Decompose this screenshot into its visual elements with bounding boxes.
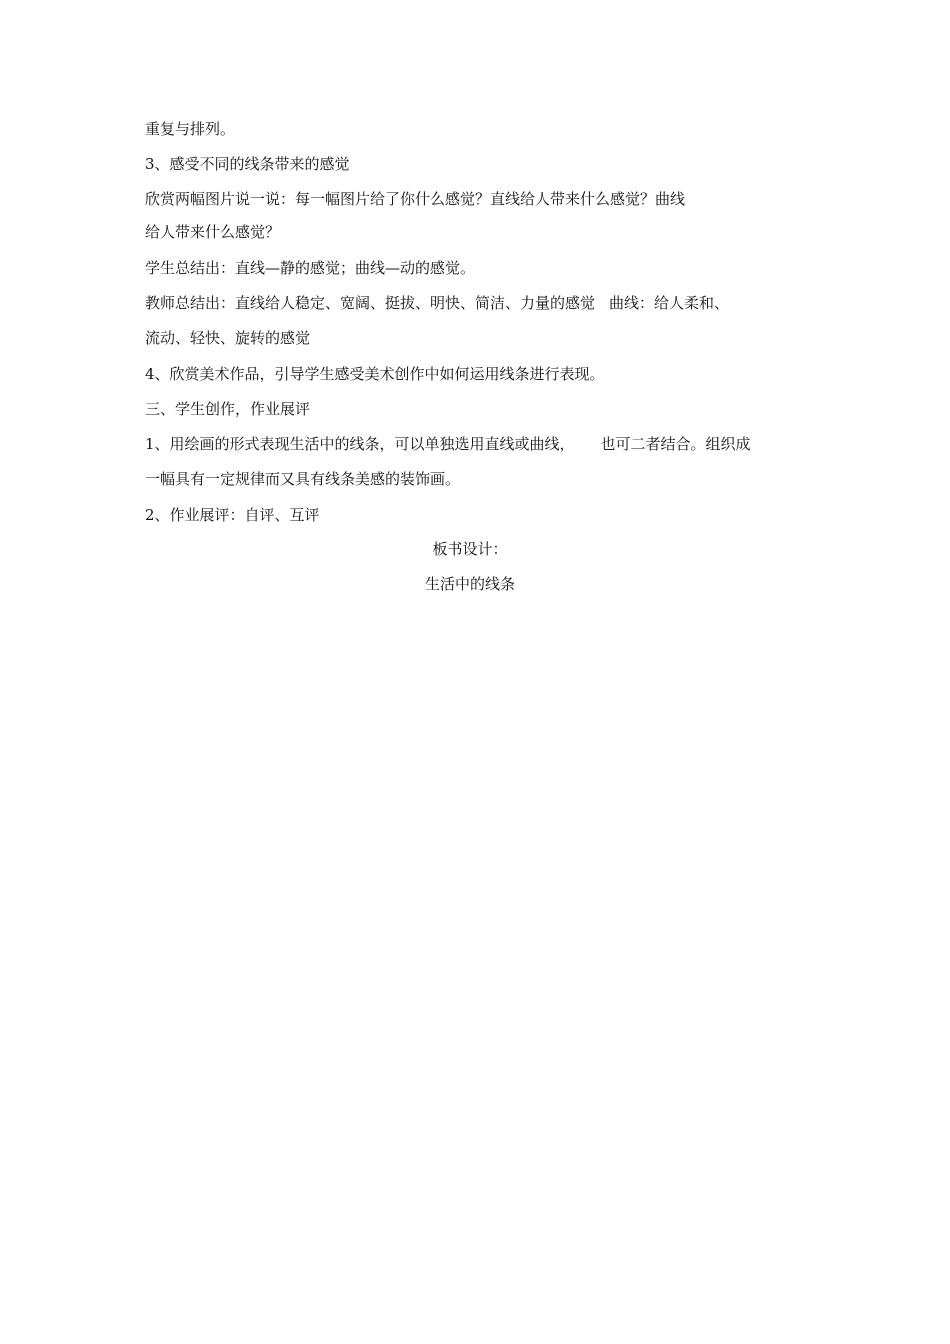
text-line: 欣赏两幅图片说一说：每一幅图片给了你什么感觉？直线给人带来什么感觉？曲线 — [145, 190, 686, 208]
creation-part1: 1、用绘画的形式表现生活中的线条，可以单独选用直线或曲线， — [145, 435, 575, 453]
creation-part2: 也可二者结合。组织成 — [600, 435, 751, 453]
text-line: 2、作业展评：自评、互评 — [145, 506, 320, 524]
text-line: 流动、轻快、旋转的感觉 — [145, 329, 311, 347]
section-heading: 3、感受不同的线条带来的感觉 — [145, 155, 350, 173]
text-line: 给人带来什么感觉？ — [145, 223, 281, 241]
creation-line — [145, 434, 751, 454]
text-line: 一幅具有一定规律而又具有线条美感的装饰画。 — [145, 470, 461, 488]
text-line: 重复与排列。 — [145, 120, 236, 138]
section-heading: 4、欣赏美术作品，引导学生感受美术创作中如何运用线条进行表现。 — [145, 365, 605, 383]
board-design-title: 生活中的线条 — [424, 575, 515, 593]
section-heading: 三、学生创作，作业展评 — [145, 400, 311, 418]
teacher-summary-line — [145, 293, 729, 313]
text-line: 学生总结出：直线—静的感觉；曲线—动的感觉。 — [145, 259, 476, 277]
board-design-label: 板书设计： — [432, 540, 508, 558]
teacher-summary-part1: 教师总结出：直线给人稳定、宽阔、挺拔、明快、简洁、力量的感觉 — [145, 294, 596, 312]
teacher-summary-part2: 曲线：给人柔和、 — [609, 294, 730, 312]
